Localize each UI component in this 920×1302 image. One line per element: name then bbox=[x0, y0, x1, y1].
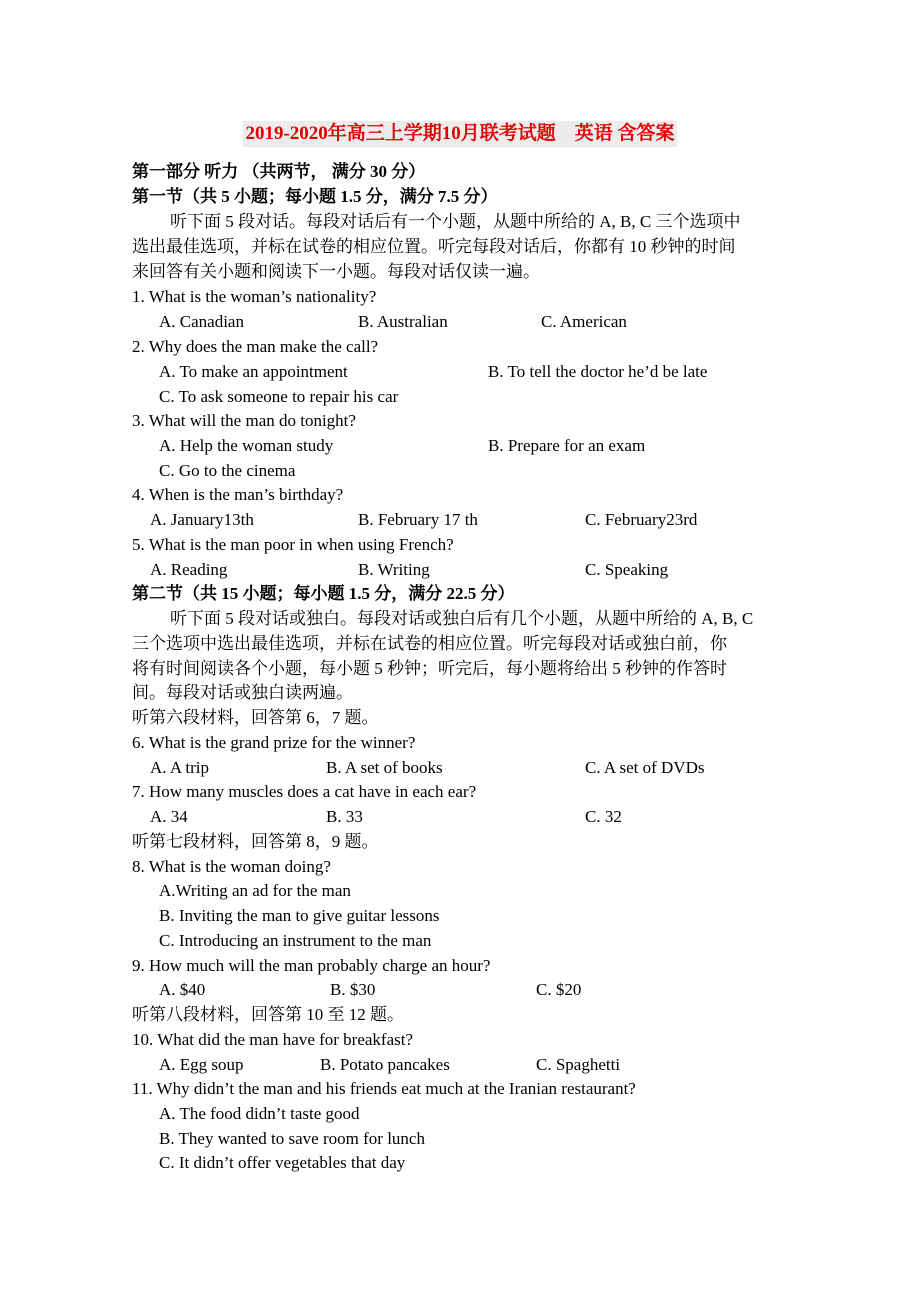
question-11-option-c: C. It didn’t offer vegetables that day bbox=[159, 1153, 406, 1172]
question-7-stem: 7. How many muscles does a cat have in each ear? bbox=[132, 782, 477, 801]
segment-8-note: 听第八段材料，回答第 10 至 12 题。 bbox=[132, 1005, 404, 1024]
question-9-stem: 9. How much will the man probably charge an hour? bbox=[132, 956, 491, 975]
section2-instructions-line: 三个选项中选出最佳选项，并标在试卷的相应位置。听完每段对话或独白前，你 bbox=[132, 634, 727, 653]
question-4-option-a: A. January13th bbox=[150, 510, 254, 529]
section1-instructions-line: 来回答有关小题和阅读下一小题。每段对话仅读一遍。 bbox=[132, 262, 540, 281]
question-10-option-c: C. Spaghetti bbox=[536, 1055, 621, 1074]
section2-instructions-line: 将有时间阅读各个小题，每小题 5 秒钟；听完后，每小题将给出 5 秒钟的作答时 bbox=[132, 659, 727, 678]
question-1-option-c: C. American bbox=[541, 312, 627, 331]
question-5-option-b: B. Writing bbox=[358, 560, 430, 579]
question-7-option-b: B. 33 bbox=[326, 807, 363, 826]
question-2-stem: 2. Why does the man make the call? bbox=[132, 337, 379, 356]
question-1-option-b: B. Australian bbox=[358, 312, 448, 331]
question-5-option-a: A. Reading bbox=[150, 560, 228, 579]
question-4-option-c: C. February23rd bbox=[585, 510, 698, 529]
section1-heading: 第一节（共 5 小题；每小题 1.5 分，满分 7.5 分） bbox=[132, 187, 498, 206]
question-11-stem: 11. Why didn’t the man and his friends eat much at the Iranian restaurant? bbox=[132, 1079, 636, 1098]
question-7-option-a: A. 34 bbox=[150, 807, 188, 826]
question-3-stem: 3. What will the man do tonight? bbox=[132, 411, 356, 430]
question-8-option-c: C. Introducing an instrument to the man bbox=[159, 931, 432, 950]
question-6-option-b: B. A set of books bbox=[326, 758, 443, 777]
question-8-option-b: B. Inviting the man to give guitar lessons bbox=[159, 906, 440, 925]
question-2-option-a: A. To make an appointment bbox=[159, 362, 348, 381]
question-1-option-a: A. Canadian bbox=[159, 312, 244, 331]
part1-heading: 第一部分 听力 （共两节， 满分 30 分） bbox=[132, 162, 426, 181]
question-9-option-c: C. $20 bbox=[536, 980, 582, 999]
question-1-stem: 1. What is the woman’s nationality? bbox=[132, 287, 377, 306]
question-3-option-c: C. Go to the cinema bbox=[159, 461, 296, 480]
document-title: 2019-2020年高三上学期10月联考试题 英语 含答案 bbox=[0, 121, 920, 147]
question-4-option-b: B. February 17 th bbox=[358, 510, 478, 529]
question-5-option-c: C. Speaking bbox=[585, 560, 669, 579]
section2-instructions-line: 间。每段对话或独白读两遍。 bbox=[132, 683, 353, 702]
section1-instructions-line: 听下面 5 段对话。每段对话后有一个小题，从题中所给的 A, B, C 三个选项中 bbox=[170, 212, 741, 231]
question-2-option-c: C. To ask someone to repair his car bbox=[159, 387, 399, 406]
section1-instructions-line: 选出最佳选项，并标在试卷的相应位置。听完每段对话后，你都有 10 秒钟的时间 bbox=[132, 237, 736, 256]
question-8-option-a: A.Writing an ad for the man bbox=[159, 881, 351, 900]
question-7-option-c: C. 32 bbox=[585, 807, 622, 826]
question-11-option-a: A. The food didn’t taste good bbox=[159, 1104, 360, 1123]
question-6-option-a: A. A trip bbox=[150, 758, 210, 777]
question-4-stem: 4. When is the man’s birthday? bbox=[132, 485, 344, 504]
segment-7-note: 听第七段材料，回答第 8，9 题。 bbox=[132, 832, 379, 851]
section2-heading: 第二节（共 15 小题；每小题 1.5 分，满分 22.5 分） bbox=[132, 584, 515, 603]
question-10-option-a: A. Egg soup bbox=[159, 1055, 244, 1074]
question-3-option-a: A. Help the woman study bbox=[159, 436, 334, 455]
question-9-option-a: A. $40 bbox=[159, 980, 206, 999]
question-8-stem: 8. What is the woman doing? bbox=[132, 857, 331, 876]
segment-6-note: 听第六段材料，回答第 6，7 题。 bbox=[132, 708, 379, 727]
question-6-option-c: C. A set of DVDs bbox=[585, 758, 705, 777]
question-10-stem: 10. What did the man have for breakfast? bbox=[132, 1030, 414, 1049]
question-2-option-b: B. To tell the doctor he’d be late bbox=[488, 362, 708, 381]
question-6-stem: 6. What is the grand prize for the winner? bbox=[132, 733, 416, 752]
question-3-option-b: B. Prepare for an exam bbox=[488, 436, 646, 455]
question-9-option-b: B. $30 bbox=[330, 980, 376, 999]
question-10-option-b: B. Potato pancakes bbox=[320, 1055, 450, 1074]
section2-instructions-line: 听下面 5 段对话或独白。每段对话或独白后有几个小题，从题中所给的 A, B, C bbox=[170, 609, 754, 628]
question-11-option-b: B. They wanted to save room for lunch bbox=[159, 1129, 425, 1148]
question-5-stem: 5. What is the man poor in when using French? bbox=[132, 535, 454, 554]
